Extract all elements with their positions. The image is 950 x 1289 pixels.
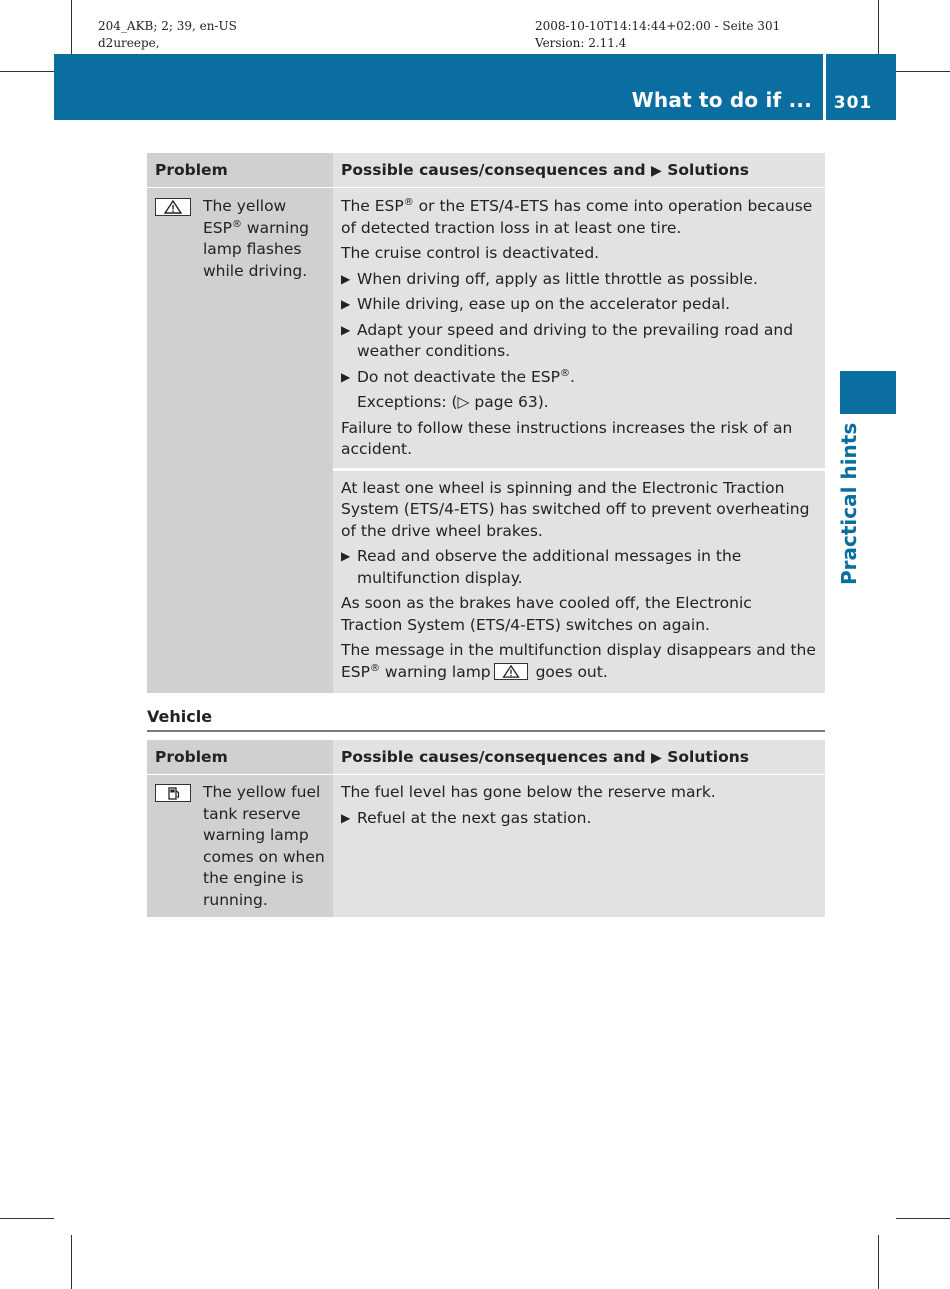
cause-paragraph (341, 196, 817, 239)
registered-mark: ® (560, 367, 570, 379)
result-paragraph (341, 640, 817, 683)
column-header-solutions (333, 153, 825, 187)
problem-cell (147, 775, 333, 917)
warning-paragraph: Failure to follow these instructions increases the risk of an accident. (341, 418, 793, 458)
solution-step-text: Read and observe the additional messages in the multifunction display. (357, 547, 742, 587)
solution-step (341, 808, 817, 830)
play-arrow-icon: ▶ (651, 750, 662, 766)
cause-paragraph: At least one wheel is spinning and the Electronic Traction System (ETS/4-ETS) has switched off to prevent overheating of the drive wheel brakes. (341, 478, 810, 540)
column-header-solutions (333, 740, 825, 774)
solution-block-2 (333, 471, 825, 694)
meta-doc-id: 204_AKB; 2; 39, en-US (98, 19, 237, 33)
crop-mark (0, 1218, 54, 1219)
solution-step-text: Refuel at the next gas station. (357, 808, 592, 827)
consequence-paragraph: The cruise control is deactivated. (341, 244, 600, 262)
page-number: 301 (833, 93, 873, 113)
solution-block-1 (333, 188, 825, 468)
solution-step (341, 367, 817, 389)
crop-mark (878, 1235, 879, 1289)
registered-mark: ® (231, 218, 242, 230)
problem-description: The yellow fuel tank reserve warning lamp comes on when the engine is running. (203, 783, 325, 909)
page-reference[interactable]: Exceptions: (▷ page 63). (357, 393, 549, 411)
column-header-solutions-suffix: Solutions (667, 748, 749, 766)
meta-author: d2ureepe, (98, 36, 160, 50)
bullet-arrow-icon: ▶ (341, 369, 351, 384)
table-header-row (147, 153, 825, 187)
crop-mark (896, 1218, 950, 1219)
meta-timestamp: 2008-10-10T14:14:44+02:00 - Seite 301 (535, 19, 781, 33)
solution-step-text: While driving, ease up on the accelerator pedal. (357, 295, 731, 313)
problem-description (203, 196, 325, 282)
side-tab-marker (840, 371, 896, 414)
problem-cell (147, 188, 333, 693)
column-header-problem: Problem (147, 740, 333, 774)
esp-problem-table (147, 153, 825, 693)
column-header-solutions-prefix: Possible causes/consequences and (341, 748, 646, 766)
crop-mark (71, 0, 72, 54)
meta-right (535, 18, 780, 52)
bullet-arrow-icon: ▶ (341, 297, 351, 311)
chapter-title: What to do if ... (631, 88, 812, 112)
table-header-row (147, 740, 825, 774)
table-row (147, 775, 825, 917)
bullet-arrow-icon: ▶ (341, 810, 351, 825)
crop-mark (0, 71, 54, 72)
solution-step (341, 269, 817, 291)
play-arrow-icon: ▶ (651, 163, 662, 179)
cause-paragraph: The fuel level has gone below the reserve mark. (341, 783, 716, 801)
solution-step (341, 320, 817, 363)
crop-mark (896, 71, 950, 72)
problem-text-start: The yellow ESP (203, 197, 287, 237)
registered-mark: ® (369, 662, 380, 674)
result-paragraph: As soon as the brakes have cooled off, the Electronic Traction System (ETS/4-ETS) switches on again. (341, 594, 752, 634)
section-title: Vehicle (147, 707, 213, 726)
registered-mark: ® (403, 197, 414, 208)
text-span: Do not deactivate the ESP (357, 367, 560, 386)
text-span: warning lamp (379, 662, 491, 681)
meta-left (98, 18, 237, 52)
solution-step-text (357, 367, 575, 389)
section-rule (147, 730, 825, 732)
text-span: The ESP (341, 197, 404, 215)
solution-step-text: When driving off, apply as little throttle as possible. (357, 269, 758, 288)
crop-mark (71, 1235, 72, 1289)
column-header-solutions-prefix: Possible causes/consequences and (341, 161, 646, 179)
fuel-pump-icon (155, 784, 191, 802)
meta-version: Version: 2.11.4 (535, 36, 627, 50)
solution-step-text: Adapt your speed and driving to the prevailing road and weather conditions. (357, 320, 794, 360)
esp-warning-triangle-icon (155, 198, 191, 216)
solutions-cell (333, 775, 825, 917)
solution-step (341, 294, 817, 316)
text-span: . (570, 367, 575, 386)
bullet-arrow-icon: ▶ (341, 271, 351, 286)
problem-text-end: warning lamp flashes while driving. (203, 218, 309, 280)
side-tab (837, 422, 865, 585)
text-span: goes out. (530, 662, 608, 681)
bullet-arrow-icon: ▶ (341, 549, 351, 563)
vehicle-problem-table (147, 740, 825, 917)
crop-mark (878, 0, 879, 54)
side-tab-label: Practical hints (837, 422, 861, 585)
column-header-solutions-suffix: Solutions (667, 161, 749, 179)
column-header-problem: Problem (147, 153, 333, 187)
bullet-arrow-icon: ▶ (341, 322, 351, 337)
esp-warning-triangle-icon (494, 663, 528, 680)
text-span: or the ETS/4-ETS has come into operation because of detected traction loss in at least one tire. (341, 197, 813, 237)
text-span: The message in the multifunction display disappears and the ESP (341, 641, 816, 681)
solution-step (341, 546, 817, 589)
table-row (147, 188, 825, 693)
solutions-cell (333, 188, 825, 693)
